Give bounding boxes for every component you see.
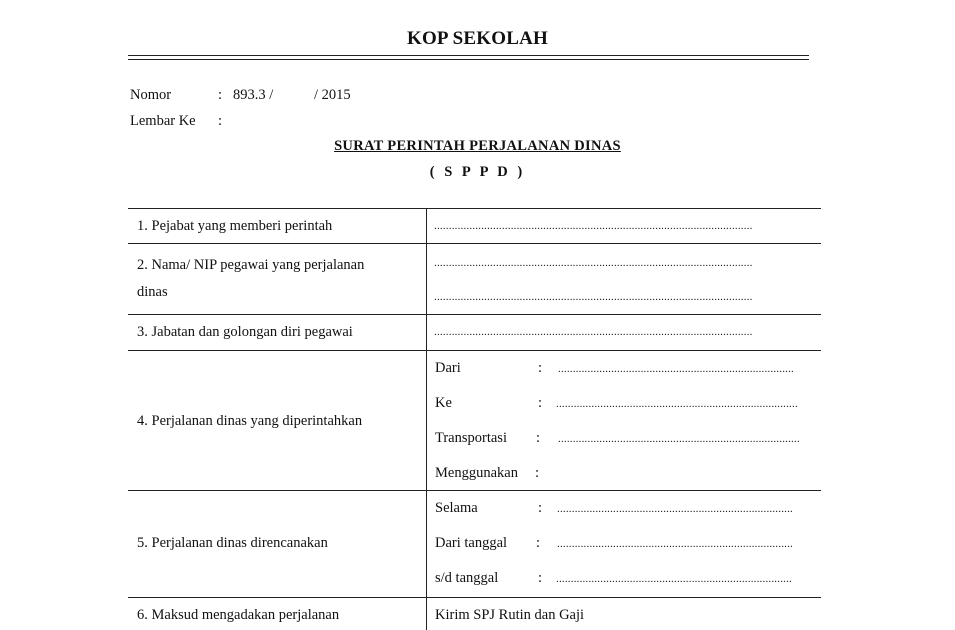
field-colon: : bbox=[535, 465, 540, 481]
row-divider bbox=[128, 597, 821, 598]
row-3-dotted-line: ............................................................................................................ bbox=[434, 326, 753, 338]
nomor-colon: : bbox=[218, 87, 223, 103]
field-dotted-line: ................................................................................ bbox=[557, 503, 793, 515]
nomor-year: / 2015 bbox=[314, 87, 351, 103]
field-dotted-line: ................................................................................ bbox=[557, 538, 793, 550]
field-colon: : bbox=[538, 360, 543, 376]
letterhead-rule-thick bbox=[128, 55, 809, 56]
field-label: Dari bbox=[435, 360, 461, 376]
document-title: SURAT PERINTAH PERJALANAN DINAS bbox=[334, 138, 621, 154]
row-2-label-cont: dinas bbox=[137, 284, 168, 300]
field-colon: : bbox=[536, 430, 541, 446]
row-4-label: 4. Perjalanan dinas yang diperintahkan bbox=[137, 413, 363, 429]
document-subtitle: ( S P P D ) bbox=[429, 164, 526, 180]
field-dotted-line: ................................................................................ bbox=[558, 363, 794, 375]
row-divider bbox=[128, 350, 821, 351]
row-divider bbox=[128, 314, 821, 315]
field-label: Ke bbox=[435, 395, 452, 411]
lembar-label: Lembar Ke bbox=[130, 113, 196, 129]
field-colon: : bbox=[538, 500, 543, 516]
row-2-dotted-line: ............................................................................................................ bbox=[434, 257, 753, 269]
field-colon: : bbox=[538, 395, 543, 411]
field-label: Menggunakan bbox=[435, 465, 518, 481]
nomor-label: Nomor bbox=[130, 87, 172, 103]
row-1-label: 1. Pejabat yang memberi perintah bbox=[137, 218, 333, 234]
field-label: Selama bbox=[435, 500, 478, 516]
row-divider bbox=[128, 243, 821, 244]
row-divider bbox=[128, 490, 821, 491]
field-label: s/d tanggal bbox=[435, 570, 499, 586]
table-border-top bbox=[128, 208, 821, 209]
row-2-label: 2. Nama/ NIP pegawai yang perjalanan bbox=[137, 257, 365, 273]
field-dotted-line: .................................................................................. bbox=[556, 398, 798, 410]
letterhead-title: KOP SEKOLAH bbox=[406, 28, 549, 49]
row-1-dotted-line: ............................................................................................................ bbox=[434, 220, 753, 232]
column-divider bbox=[426, 208, 427, 630]
field-dotted-line: ................................................................................ bbox=[556, 573, 792, 585]
field-label: Transportasi bbox=[435, 430, 507, 446]
field-dotted-line: .................................................................................. bbox=[558, 433, 800, 445]
field-label: Dari tanggal bbox=[435, 535, 508, 551]
letterhead-rule-thin bbox=[128, 59, 809, 60]
field-colon: : bbox=[538, 570, 543, 586]
nomor-value: 893.3 / bbox=[233, 87, 274, 103]
row-3-label: 3. Jabatan dan golongan diri pegawai bbox=[137, 324, 353, 340]
lembar-colon: : bbox=[218, 113, 223, 129]
row-2-dotted-line: ............................................................................................................ bbox=[434, 291, 753, 303]
field-colon: : bbox=[536, 535, 541, 551]
row-6-value: Kirim SPJ Rutin dan Gaji bbox=[435, 607, 585, 623]
row-6-label: 6. Maksud mengadakan perjalanan bbox=[137, 607, 340, 623]
row-5-label: 5. Perjalanan dinas direncanakan bbox=[137, 535, 328, 551]
